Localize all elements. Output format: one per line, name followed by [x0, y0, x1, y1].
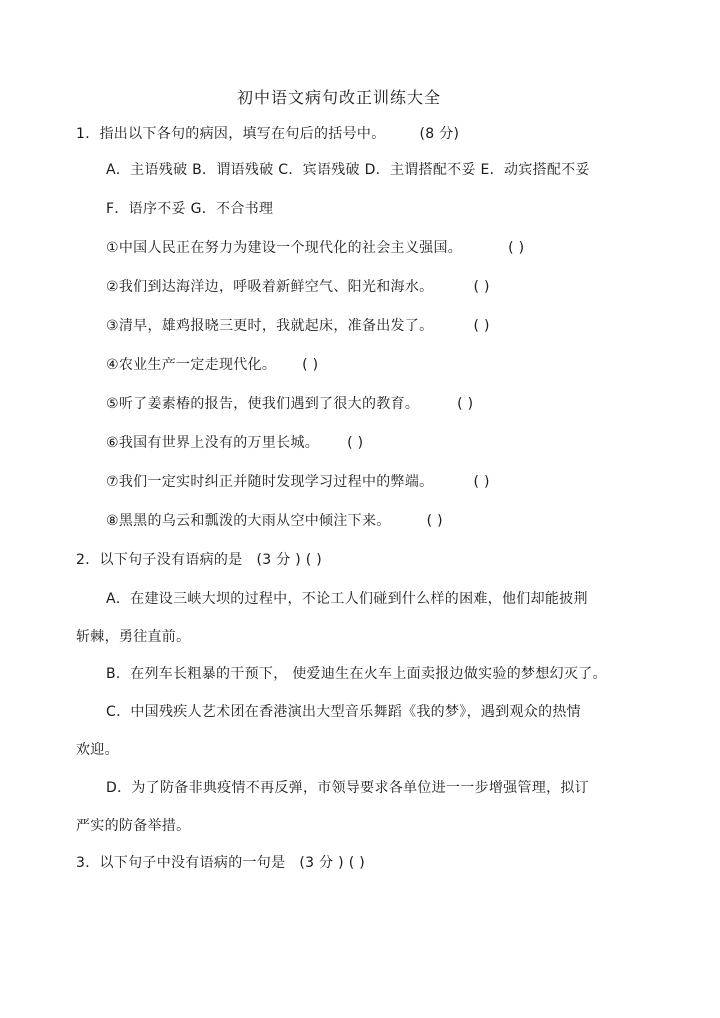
item-6-answer-blank: ( ) [347, 435, 364, 451]
question-2-option-b-line-1: B．在列车长粗暴的干预下， 使爱迪生在火车上面卖报边做实验的梦想幻灭了。 [106, 666, 607, 682]
question-2-option-c-line-1: C．中国残疾人艺术团在香港演出大型音乐舞蹈《我的梦》，遇到观众的热情 [106, 704, 581, 720]
question-1-item-1 [106, 238, 524, 258]
item-2-text: ②我们到达海洋边，呼吸着新鲜空气、阳光和海水。 [106, 279, 434, 295]
question-2-option-c-line-2: 欢迎。 [76, 742, 119, 758]
item-5-answer-blank: ( ) [457, 396, 474, 412]
question-1-item-5 [106, 394, 473, 414]
question-1-item-7 [106, 472, 490, 492]
question-2-text: 2．以下句子没有语病的是 [76, 552, 243, 568]
question-2-option-d-line-2: 严实的防备举措。 [76, 818, 191, 834]
question-2-option-a-line-1: A．在建设三峡大坝的过程中，不论工人们碰到什么样的困难，他们却能披荆 [106, 591, 588, 607]
question-3-text: 3．以下句子中没有语病的一句是 [76, 855, 286, 871]
item-5-text: ⑤听了姜素椿的报告，使我们遇到了很大的教育。 [106, 396, 420, 412]
item-1-answer-blank: ( ) [508, 240, 525, 256]
item-3-answer-blank: ( ) [473, 318, 490, 334]
question-1-item-8 [106, 511, 443, 531]
question-2-points: (3 分 ) ( ) [256, 552, 323, 568]
question-1-text: 1．指出以下各句的病因，填写在句后的括号中。 [76, 126, 386, 142]
question-3-points: (3 分 ) ( ) [299, 855, 365, 871]
question-1-item-2 [106, 277, 490, 297]
question-2-prompt [76, 550, 322, 570]
question-1-item-3 [106, 316, 490, 336]
item-7-answer-blank: ( ) [473, 474, 490, 490]
item-1-text: ①中国人民正在努力为建设一个现代化的社会主义强国。 [106, 240, 463, 256]
page-title: 初中语文病句改正训练大全 [237, 88, 442, 107]
item-6-text: ⑥我国有世界上没有的万里长城。 [106, 435, 320, 451]
question-1-options-line-2: F．语序不妥 G．不合书理 [106, 201, 274, 217]
item-7-text: ⑦我们一定实时纠正并随时发现学习过程中的弊端。 [106, 474, 434, 490]
question-2-option-d-line-1: D．为了防备非典疫情不再反弹，市领导要求各单位进一一步增强管理，拟订 [106, 780, 589, 796]
item-4-answer-blank: ( ) [302, 357, 319, 373]
question-1-options-line-1: A．主语残破 B．谓语残破 C．宾语残破 D．主谓搭配不妥 E．动宾搭配不妥 [106, 162, 590, 178]
question-2-option-a-line-2: 斩棘，勇往直前。 [76, 629, 191, 645]
item-4-text: ④农业生产一定走现代化。 [106, 357, 277, 373]
question-1-item-4 [106, 355, 318, 375]
question-3-prompt [76, 853, 365, 873]
question-1-points: (8 分) [419, 126, 460, 142]
question-1-item-6 [106, 433, 363, 453]
item-3-text: ③清早，雄鸡报晓三更时，我就起床，准备出发了。 [106, 318, 434, 334]
item-8-answer-blank: ( ) [426, 513, 443, 529]
item-2-answer-blank: ( ) [473, 279, 490, 295]
question-1-prompt [76, 124, 459, 144]
item-8-text: ⑧黑黑的乌云和瓢泼的大雨从空中倾注下来。 [106, 513, 391, 529]
